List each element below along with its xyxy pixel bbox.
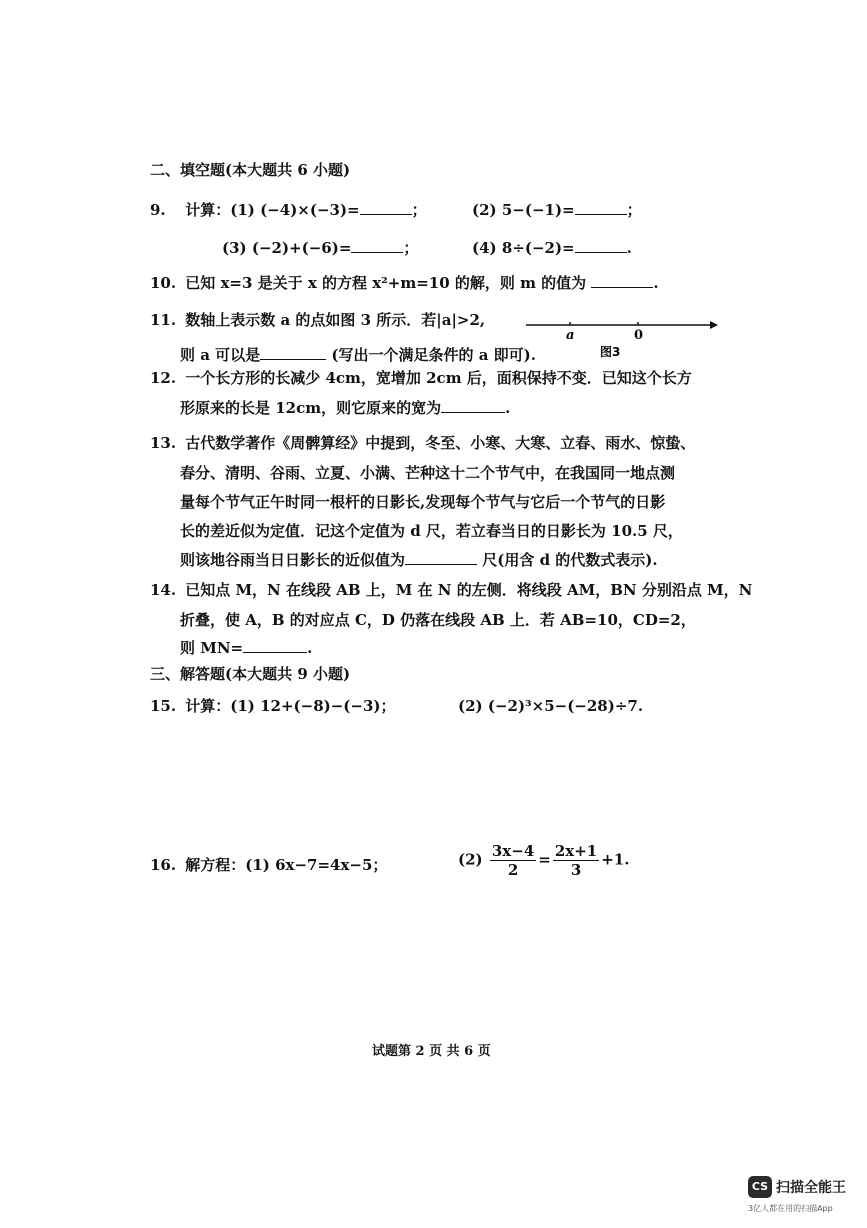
punct: . — [505, 399, 511, 417]
answer-blank[interactable] — [591, 273, 653, 288]
q15-part-1: 计算：(1) 12+(−8)−(−3)； — [185, 697, 396, 715]
text: (写出一个满足条件的 a 即可). — [331, 346, 536, 364]
question-14-line-2: 折叠，使 A，B 的对应点 C，D 仍落在线段 AB 上．若 AB=10，CD=2， — [180, 611, 696, 629]
question-14-line-3 — [180, 638, 312, 658]
question-11-line-1 — [150, 310, 485, 330]
axis-arrow — [710, 321, 718, 329]
fraction-denominator: 3 — [570, 861, 582, 879]
punct: . — [307, 639, 313, 657]
question-15-part-2: (2) (−2)³×5−(−28)÷7. — [458, 697, 644, 715]
question-9-row-2 — [222, 238, 418, 258]
question-10-text: 已知 x=3 是关于 x 的方程 x²+m=10 的解，则 m 的值为 — [185, 274, 587, 292]
label-a: a — [566, 328, 575, 343]
page-footer: 试题第 2 页 共 6 页 — [372, 1044, 491, 1059]
answer-blank[interactable] — [243, 638, 307, 653]
answer-blank[interactable] — [441, 398, 505, 413]
question-12-line-2 — [180, 398, 510, 418]
section-2-heading: 二、填空题(本大题共 6 小题) — [150, 161, 351, 179]
figure-caption: 图3 — [600, 345, 621, 359]
punct: . — [626, 239, 632, 257]
answer-blank[interactable] — [360, 200, 412, 215]
q9-part-1: 计算：(1) (−4)×(−3)= — [185, 201, 360, 219]
answer-blank[interactable] — [575, 200, 627, 215]
question-10 — [150, 273, 659, 293]
question-9-row-2b — [472, 238, 632, 258]
text: 一个长方形的长减少 4cm，宽增加 2cm 后，面积保持不变．已知这个长方 — [185, 369, 692, 387]
text: 尺(用含 d 的代数式表示). — [482, 551, 658, 569]
q9-part-3: (3) (−2)+(−6)= — [222, 239, 352, 257]
fraction-2 — [553, 842, 599, 879]
question-number: 12. — [150, 369, 177, 387]
watermark-tagline: 3亿人都在用的扫描App — [748, 1204, 833, 1213]
question-13-line-2: 春分、清明、谷雨、立夏、小满、芒种这十二个节气中，在我国同一地点测 — [180, 464, 676, 482]
question-9-row-1 — [150, 200, 427, 220]
question-16-part-2 — [458, 842, 629, 879]
fraction-1 — [490, 842, 536, 879]
question-number: 14. — [150, 581, 177, 599]
question-13-line-5 — [180, 550, 658, 570]
question-11-text: 数轴上表示数 a 的点如图 3 所示．若|a|>2, — [185, 311, 486, 329]
question-number: 15. — [150, 697, 177, 715]
text: +1. — [601, 850, 630, 869]
section-3-heading: 三、解答题(本大题共 9 小题) — [150, 665, 351, 683]
fraction-numerator: 2x+1 — [554, 842, 598, 860]
text: 则 MN= — [180, 639, 244, 657]
question-9-row-1b — [472, 200, 642, 220]
punct: ； — [626, 201, 642, 219]
answer-blank[interactable] — [575, 238, 627, 253]
answer-blank[interactable] — [405, 550, 477, 565]
answer-blank[interactable] — [351, 238, 403, 253]
question-13-line-1 — [150, 433, 695, 453]
question-12-line-1 — [150, 368, 692, 388]
answer-blank[interactable] — [260, 345, 326, 360]
question-number: 9. — [150, 201, 166, 219]
question-16 — [150, 855, 387, 875]
part-label: (2) — [458, 850, 483, 869]
watermark-name: 扫描全能王 — [776, 1180, 846, 1196]
punct: ； — [411, 201, 427, 219]
text: 形原来的长是 12cm，则它原来的宽为 — [180, 399, 442, 417]
question-13-line-3: 量每个节气正午时同一根杆的日影长,发现每个节气与它后一个节气的日影 — [180, 493, 666, 511]
text: 则该地谷雨当日日影长的近似值为 — [180, 551, 406, 569]
question-number: 10. — [150, 274, 177, 292]
text: 古代数学著作《周髀算经》中提到，冬至、小寒、大寒、立春、雨水、惊蛰、 — [185, 434, 696, 452]
question-13-line-4: 长的差近似为定值．记这个定值为 d 尺，若立春当日的日影长为 10.5 尺， — [180, 522, 683, 540]
text: 已知点 M，N 在线段 AB 上，M 在 N 的左侧．将线段 AM，BN 分别沿点 M，N — [185, 581, 753, 599]
equals-sign: = — [538, 850, 551, 869]
scanner-watermark — [748, 1176, 846, 1198]
fraction-denominator: 2 — [507, 861, 519, 879]
question-15 — [150, 696, 396, 716]
question-number: 16. — [150, 856, 177, 874]
number-line-figure — [520, 310, 720, 370]
question-number: 13. — [150, 434, 177, 452]
punct: . — [653, 274, 659, 292]
fraction-numerator: 3x−4 — [491, 842, 535, 860]
q9-part-4: (4) 8÷(−2)= — [472, 239, 575, 257]
question-number: 11. — [150, 311, 177, 329]
question-11-line-2 — [180, 345, 536, 365]
punct: ； — [403, 239, 419, 257]
camscanner-logo-icon: CS — [748, 1176, 772, 1198]
question-14-line-1 — [150, 580, 752, 600]
q9-part-2: (2) 5−(−1)= — [472, 201, 575, 219]
label-zero: 0 — [634, 328, 644, 343]
text: 则 a 可以是 — [180, 346, 261, 364]
q16-part-1: 解方程：(1) 6x−7=4x−5； — [185, 856, 388, 874]
